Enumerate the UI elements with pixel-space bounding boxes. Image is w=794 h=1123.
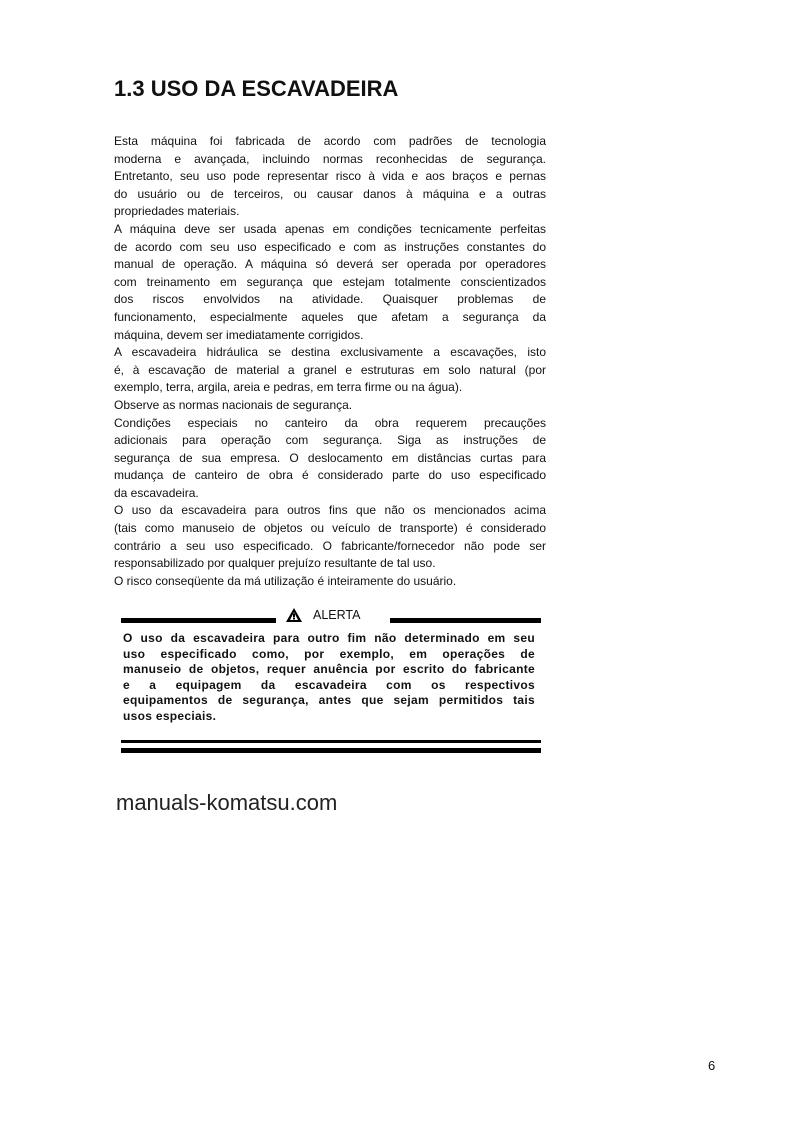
alert-rule-right [390,618,541,623]
text-line: uso especificado como, por exemplo, em operações de [123,646,535,661]
text-line: contrário a seu uso especificado. O fabricante/fornecedor não pode ser [114,538,546,553]
alert-rule-left [121,618,276,623]
page-number: 6 [708,1058,716,1073]
alert-header [285,607,360,623]
text-line: com treinamento em segurança que estejam totalmente conscientizados [114,274,546,289]
text-line: funcionamento, especialmente aqueles que afetam a segurança da [114,309,546,324]
text-line: Condições especiais no canteiro da obra requerem precauções [114,415,546,430]
alert-text [123,631,535,725]
text-line: usos especiais. [123,708,217,723]
text-line: é, à escavação de material a granel e estruturas em solo natural (por [114,362,546,377]
text-line: adicionais para operação com segurança. Siga as instruções de [114,433,546,448]
text-line: O risco conseqüente da má utilização é inteiramente do usuário. [114,573,457,588]
text-line: responsabilizado por qualquer prejuízo resultante de tal uso. [114,556,436,571]
text-line: Observe as normas nacionais de segurança. [114,397,353,412]
text-line: Esta máquina foi fabricada de acordo com padrões de tecnologia [114,134,546,148]
text-line: mudança de canteiro de obra é considerado parte do uso especificado [114,468,546,483]
watermark: manuals-komatsu.com [116,790,338,815]
text-line: O uso da escavadeira para outro fim não determinado em seu [123,631,535,645]
text-line: propriedades materiais. [114,204,240,219]
text-line: equipamentos de segurança, antes que sejam permitidos tais [123,693,535,708]
text-line: A escavadeira hidráulica se destina exclusivamente a escavações, isto [114,345,546,360]
text-line: dos riscos envolvidos na atividade. Quaisquer problemas de [114,292,546,307]
text-line: (tais como manuseio de objetos ou veículo de transporte) é considerado [114,521,546,536]
alert-label: ALERTA [313,608,361,622]
text-line: de acordo com seu uso especificado e com as instruções constantes do [114,239,546,254]
text-line: segurança de sua empresa. O deslocamento em distâncias curtas para [114,450,546,465]
text-line: do usuário ou de terceiros, ou causar danos à máquina e a outras [114,186,546,201]
body-text [114,133,546,590]
text-line: moderna e avançada, incluindo normas reconhecidas de segurança. [114,151,546,166]
alert-bottom-rule-1 [121,740,541,743]
text-line: Entretanto, seu uso pode representar risco à vida e aos braços e pernas [114,169,546,184]
text-line: máquina, devem ser imediatamente corrigidos. [114,327,364,342]
warning-triangle-icon [285,607,303,623]
section-title: 1.3 USO DA ESCAVADEIRA [114,76,399,101]
text-line: e a equipagem da escavadeira com os respectivos [123,677,535,692]
text-line: exemplo, terra, argila, areia e pedras, em terra firme ou na água). [114,380,463,395]
alert-bottom-rule-2 [121,748,541,753]
text-line: manual de operação. A máquina só deverá ser operada por operadores [114,257,546,272]
text-line: A máquina deve ser usada apenas em condições tecnicamente perfeitas [114,221,546,236]
text-line: O uso da escavadeira para outros fins que não os mencionados acima [114,503,546,518]
text-line: manuseio de objetos, requer anuência por escrito do fabricante [123,662,535,677]
text-line: da escavadeira. [114,485,199,500]
